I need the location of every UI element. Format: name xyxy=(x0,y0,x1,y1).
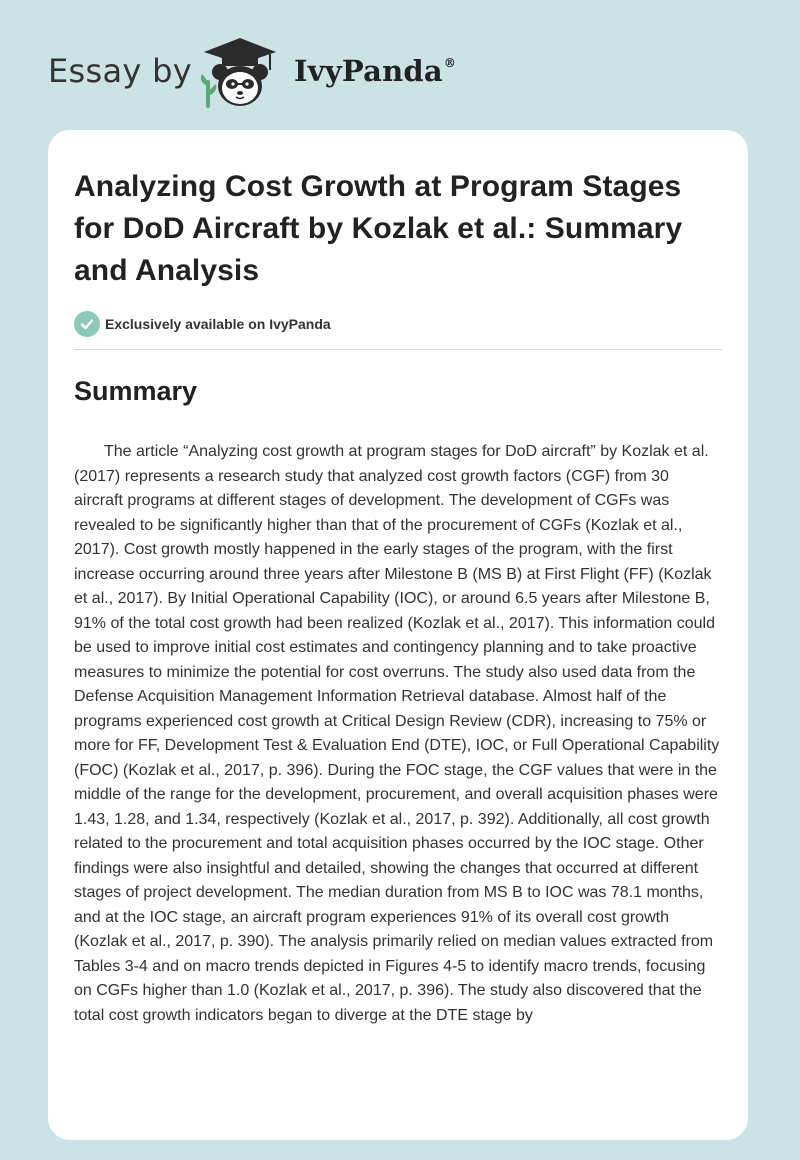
summary-paragraph: The article “Analyzing cost growth at program stages for DoD aircraft” by Kozlak et al. (2017) represents a research study that analyzed cost growth factors (CGF) from 30 aircraft programs at different stages of development. The development of CGFs was revealed to be significantly higher than that of the procurement of CGFs (Kozlak et al., 2017). Cost growth mostly happened in the early stages of the program, with the first increase occurring around three years after Milestone B (MS B) at First Flight (FF) (Kozlak et al., 2017). By Initial Operational Capability (IOC), or around 6.5 years after Milestone B, 91% of the total cost growth had been realized (Kozlak et al., 2017). This information could be used to improve initial cost estimates and contingency planning and to take proactive measures to minimize the potential for cost overruns. The study also used data from the Defense Acquisition Management Information Retrieval database. Almost half of the programs experienced cost growth at Critical Design Review (CDR), increasing to 75% or more for FF, Development Test & Evaluation End (DTE), IOC, or Full Operational Capability (FOC) (Kozlak et al., 2017, p. 396). During the FOC stage, the CGF values that were in the middle of the range for the development, procurement, and overall acquisition phases were 1.43, 1.28, and 1.34, respectively (Kozlak et al., 2017, p. 392). Additionally, all cost growth related to the procurement and total acquisition phases occurred by the IOC stage. Other findings were also insightful and detailed, showing the changes that occurred at different stages of project development. The median duration from MS B to IOC was 78.1 months, and at the IOC stage, an aircraft program experiences 91% of its overall cost growth (Kozlak et al., 2017, p. 390). The analysis primarily relied on median values extracted from Tables 3-4 and on macro trends depicted in Figures 4-5 to identify macro trends, focusing on CGFs higher than 1.0 (Kozlak et al., 2017, p. 396). The study also discovered that the total cost growth indicators began to diverge at the DTE stage by xyxy=(74,443,720,1024)
section-heading-summary: Summary xyxy=(74,376,198,406)
article-title: Analyzing Cost Growth at Program Stages for DoD Aircraft by Kozlak et al.: Summary and Analysis xyxy=(74,170,683,287)
registered-mark: ® xyxy=(443,56,457,70)
title-divider xyxy=(74,349,722,350)
checkmark-icon xyxy=(74,311,100,337)
essay-by-label: Essay by xyxy=(48,52,192,90)
badge-label: Exclusively available on IvyPanda xyxy=(105,316,331,332)
site-header xyxy=(48,34,608,114)
panda-logo-icon[interactable] xyxy=(200,34,280,114)
brand-name-text: IvyPanda xyxy=(294,54,443,88)
brand-name[interactable] xyxy=(294,54,456,88)
article-card xyxy=(48,130,748,1140)
exclusive-badge xyxy=(74,311,722,337)
